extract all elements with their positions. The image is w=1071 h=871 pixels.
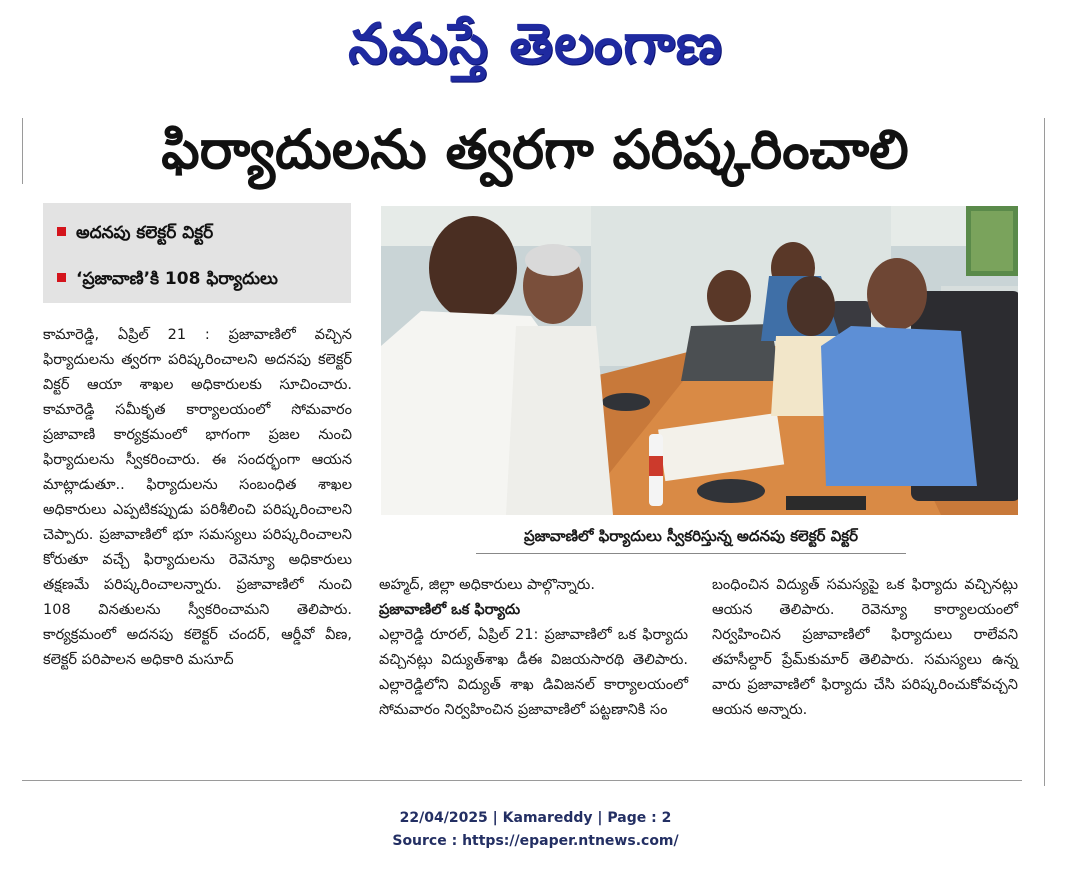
column-2-text: ఎల్లారెడ్డి రూరల్, ఏప్రిల్ 21: ప్రజావాణిలో ఒక ఫిర్యాదు వచ్చినట్లు విద్యుత్‌శాఖ డీఈ విజయసారథి తెలిపారు. ఎల్లారెడ్డిలోని విద్యుత్ శాఖ డివిజనల్ కార్యాలయంలో సోమవారం నిర్వహించిన ప్రజావాణిలో పట్టణానికి సం: [379, 627, 688, 718]
article-column-3: [712, 573, 1018, 771]
footer-date-edition: 22/04/2025 | Kamareddy | Page : 2: [399, 810, 672, 826]
subhead-2: [57, 261, 278, 297]
subhead-1-text: అదనపు కలెక్టర్ విక్టర్: [76, 223, 214, 243]
bullet-icon: [57, 273, 66, 282]
collector-meeting-photo: [381, 206, 1018, 515]
page-border-left: [22, 118, 23, 184]
bullet-icon: [57, 227, 66, 236]
bottom-divider: [22, 780, 1022, 781]
column-2-lead: అహ్మద్, జిల్లా అధికారులు పాల్గొన్నారు.: [379, 577, 595, 593]
column-1-text: కామారెడ్డి, ఏప్రిల్ 21 : ప్రజావాణిలో వచ్చిన ఫిర్యాదులను త్వరగా పరిష్కరించాలని అదనపు కలెక్టర్ విక్టర్ ఆయా శాఖల అధికారులకు సూచించారు. కామారెడ్డి సమీకృత కార్యాలయంలో సోమవారం ప్రజావాణి కార్యక్రమంలో భాగంగా ప్రజల నుంచి ఫిర్యాదులను స్వీకరించారు. ఈ సందర్భంగా ఆయన మాట్లాడుతూ.. ఫిర్యాదులను సంబంధిత శాఖల అధికారులు ఎప్పటికప్పుడు పరిశీలించి పరిష్కరించాలని చెప్పారు. ప్రజావాణిలో భూ సమస్యలు పరిష్కరించాలని కోరుతూ వచ్చే ఫిర్యాదులను రెవెన్యూ అధికారులు తక్షణమే పరిష్కరించాలన్నారు. ప్రజావాణిలో నుంచి 108 వినతులను స్వీకరించామని తెలిపారు. కార్యక్రమంలో అదనపు కలెక్టర్ చందర్, ఆర్డీవో వీణ, కలెక్టర్ పరిపాలన అధికారి మసూద్: [43, 327, 352, 668]
article-headline: ఫిర్యాదులను త్వరగా పరిష్కరించాలి: [161, 118, 909, 181]
newspaper-masthead: నమస్తే తెలంగాణ: [348, 12, 723, 77]
column-3-text: బంధించిన విద్యుత్ సమస్యపై ఒక ఫిర్యాదు వచ్చినట్లు ఆయన తెలిపారు. రెవెన్యూ కార్యాలయంలో నిర్వహించిన ప్రజావాణిలో ఫిర్యాదులు రాలేవని తహసీల్దార్ ప్రేమ్‌కుమార్ తెలిపారు. సమస్యలు ఉన్న వారు ప్రజావాణిలో ఫిర్యాదు చేసి పరిష్కరించుకోవచ్చని ఆయన అన్నారు.: [712, 577, 1018, 718]
article-column-2: [379, 573, 688, 771]
photo-caption: ప్రజావాణిలో ఫిర్యాదులు స్వీకరిస్తున్న అదనపు కలెక్టర్ విక్టర్: [476, 519, 906, 554]
news-photo: [381, 206, 1018, 515]
column-2-subhead: ప్రజావాణిలో ఒక ఫిర్యాదు: [379, 602, 521, 618]
page-border-right: [1044, 118, 1045, 786]
subheads-box: [43, 203, 351, 303]
article-column-1: [43, 323, 352, 771]
subhead-2-text: ‘ప్రజావాణి’కి 108 ఫిర్యాదులు: [76, 269, 278, 289]
footer-source: Source : https://epaper.ntnews.com/: [392, 833, 679, 849]
subhead-1: [57, 215, 213, 251]
